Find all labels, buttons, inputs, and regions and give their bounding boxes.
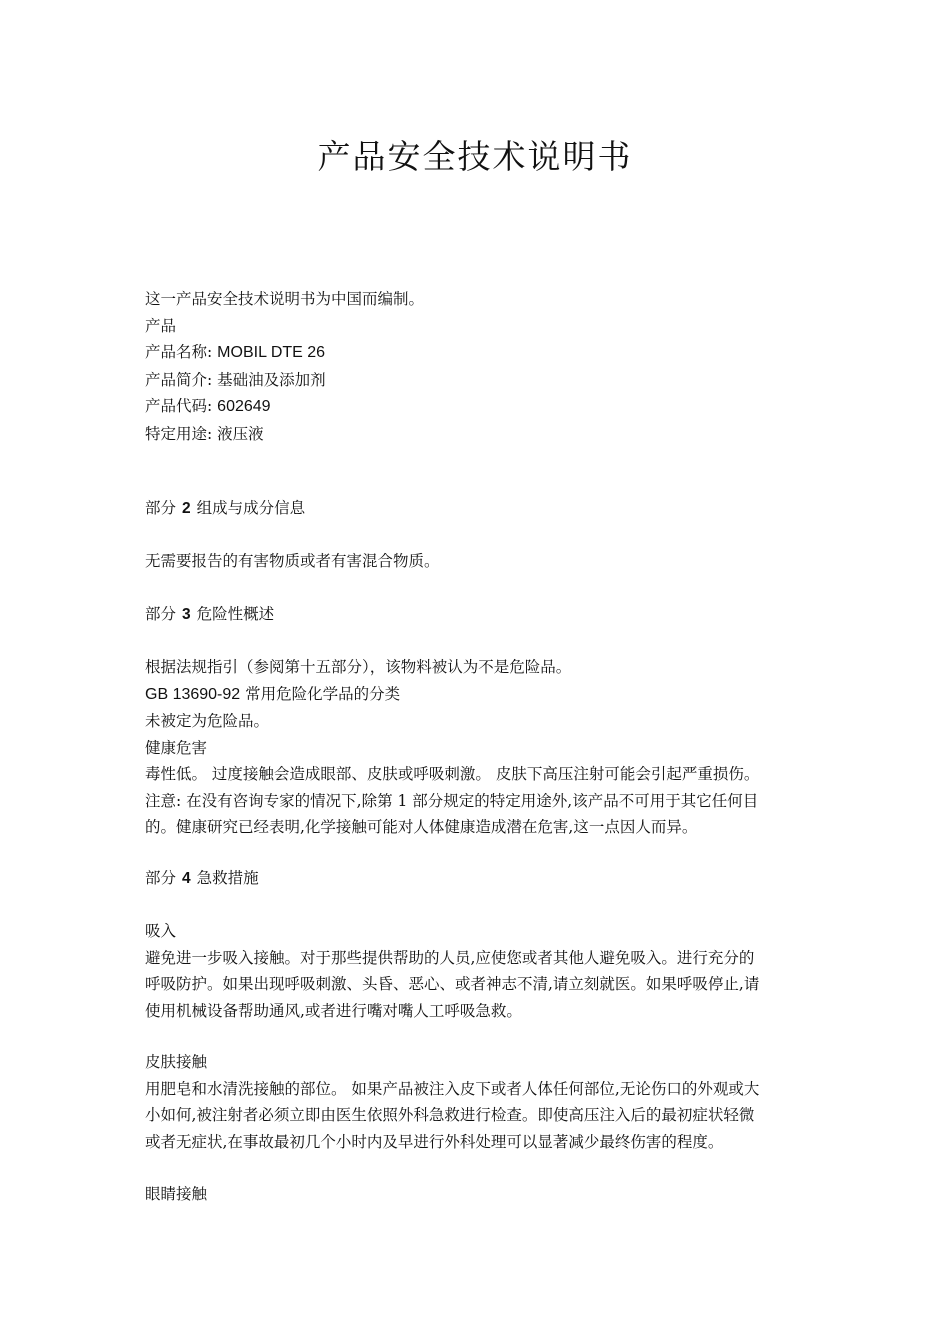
product-desc-value: 基础油及添加剂 — [217, 370, 326, 389]
section-2-number: 2 — [182, 500, 191, 517]
section-4-heading — [145, 865, 815, 893]
section-2-text: 无需要报告的有害物质或者有害混合物质。 — [145, 552, 440, 570]
product-info-block — [145, 286, 815, 447]
section-2-heading — [145, 495, 815, 523]
product-use-label: 特定用途: — [145, 424, 213, 443]
gb-code: GB 13690-92 — [145, 685, 241, 703]
health-hazard-line-3: 的。健康研究已经表明,化学接触可能对人体健康造成潜在危害,这一点因人而异。 — [145, 818, 698, 836]
inhalation-line-1: 避免进一步吸入接触。对于那些提供帮助的人员,应使您或者其他人避免吸入。进行充分的 — [145, 948, 755, 967]
product-heading: 产品 — [145, 316, 177, 335]
section-4 — [145, 865, 815, 893]
intro-statement: 这一产品安全技术说明书为中国而编制。 — [145, 290, 425, 308]
section-2-title: 组成与成分信息 — [196, 499, 306, 517]
inhalation-line-3: 使用机械设备帮助通风,或者进行嘴对嘴人工呼吸急救。 — [145, 1001, 522, 1020]
section-3-body — [145, 654, 815, 841]
regulatory-line: 根据法规指引（参阅第十五部分），该物料被认为不是危险品。 — [145, 658, 572, 676]
inhalation-heading: 吸入 — [145, 922, 177, 940]
first-aid-inhalation — [145, 918, 815, 1024]
product-code-label: 产品代码: — [145, 397, 213, 415]
inhalation-line-2: 呼吸防护。如果出现呼吸刺激、头昏、恶心、或者神志不清,请立刻就医。如果呼吸停止,请 — [145, 975, 760, 993]
section-2-prefix: 部分 — [145, 499, 177, 517]
section-3-prefix: 部分 — [145, 605, 177, 623]
eye-contact-heading: 眼睛接触 — [145, 1185, 208, 1203]
skin-contact-heading: 皮肤接触 — [145, 1053, 208, 1071]
gb-classification-row — [145, 681, 815, 709]
product-name-label: 产品名称: — [145, 343, 213, 361]
first-aid-eye — [145, 1181, 815, 1208]
section-3 — [145, 601, 815, 629]
section-4-number: 4 — [182, 870, 191, 887]
section-3-heading — [145, 601, 815, 629]
not-dangerous-line: 未被定为危险品。 — [145, 712, 270, 730]
product-use-value: 液压液 — [217, 424, 264, 443]
section-4-title: 急救措施 — [196, 869, 259, 887]
section-3-title: 危险性概述 — [196, 605, 275, 623]
gb-text: 常用危险化学品的分类 — [245, 684, 401, 703]
document-title: 产品安全技术说明书 — [317, 137, 633, 176]
section-3-number: 3 — [182, 606, 191, 623]
product-name-row — [145, 339, 815, 367]
health-hazard-line-1: 毒性低。 过度接触会造成眼部、皮肤或呼吸刺激。 皮肤下高压注射可能会引起严重损伤。 — [145, 765, 760, 783]
section-2 — [145, 495, 815, 523]
health-hazard-line-2: 注意: 在没有咨询专家的情况下,除第 1 部分规定的特定用途外,该产品不可用于其它任何目 — [145, 791, 759, 810]
first-aid-skin — [145, 1049, 815, 1155]
product-name-value: MOBIL DTE 26 — [217, 344, 326, 361]
product-desc-row — [145, 367, 815, 394]
product-use-row — [145, 421, 815, 448]
product-code-row — [145, 393, 815, 421]
product-code-value: 602649 — [217, 398, 271, 415]
product-desc-label: 产品简介: — [145, 370, 213, 389]
skin-contact-line-3: 或者无症状,在事故最初几个小时内及早进行外科处理可以显著减少最终伤害的程度。 — [145, 1132, 724, 1151]
section-4-prefix: 部分 — [145, 869, 177, 887]
health-hazard-heading: 健康危害 — [145, 738, 208, 757]
section-2-body — [145, 548, 815, 575]
skin-contact-line-2: 小如何,被注射者必须立即由医生依照外科急救进行检查。即使高压注入后的最初症状轻微 — [145, 1106, 755, 1124]
skin-contact-line-1: 用肥皂和水清洗接触的部位。 如果产品被注入皮下或者人体任何部位,无论伤口的外观或大 — [145, 1079, 760, 1098]
